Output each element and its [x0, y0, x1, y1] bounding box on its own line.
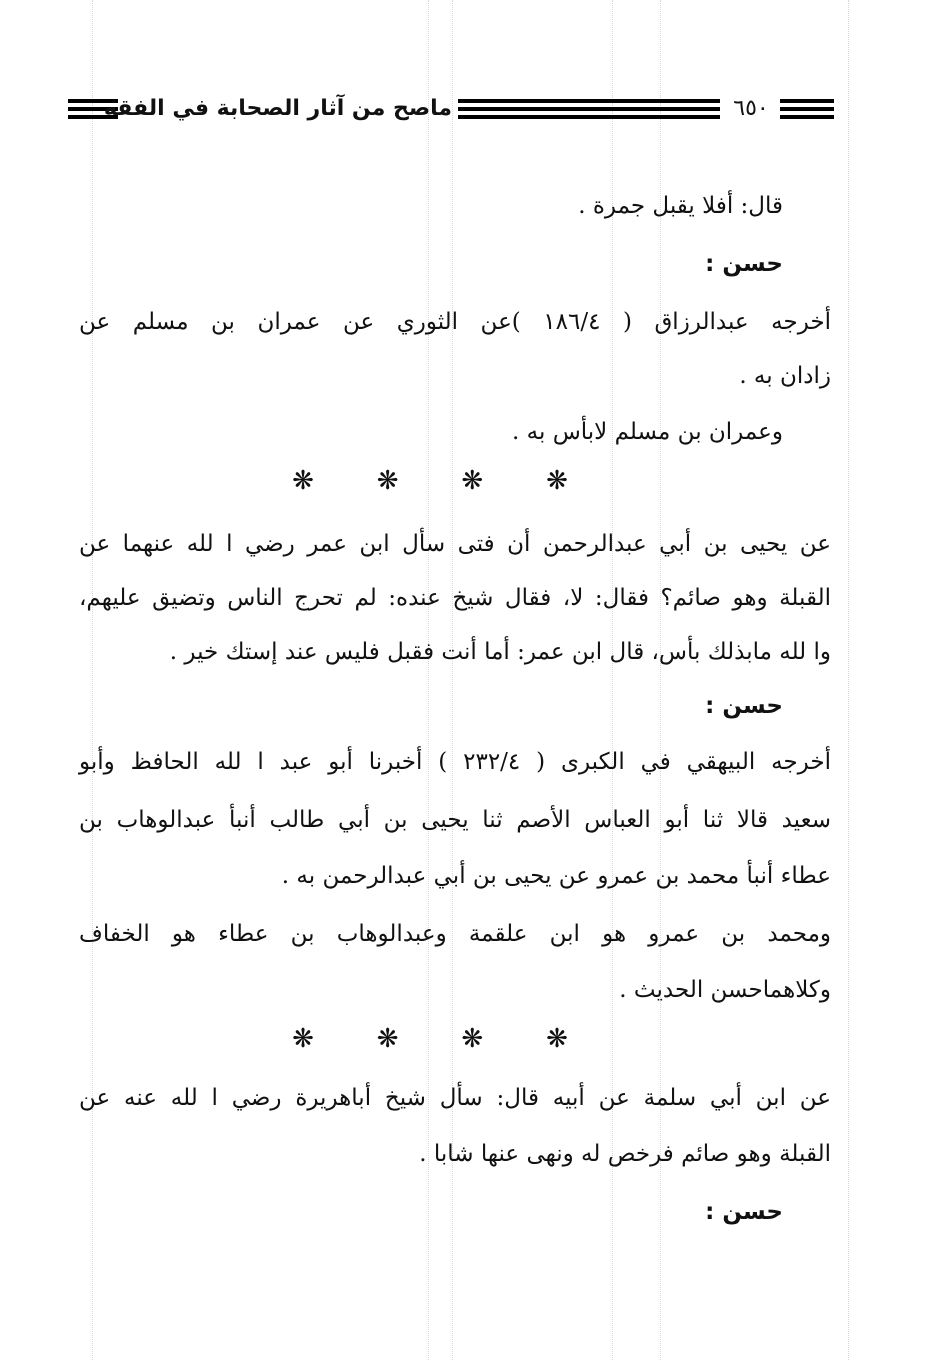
star-ornament-icon: ❋ — [461, 466, 484, 496]
text-line: زادان به . — [739, 363, 831, 389]
text-line: عن يحيى بن أبي عبدالرحمن أن فتى سأل ابن عمر رضي ا لله عنهما عن — [79, 531, 831, 557]
star-ornament-icon: ❋ — [376, 466, 399, 496]
text-line: وكلاهماحسن الحديث . — [619, 977, 831, 1003]
text-line: وعمران بن مسلم لابأس به . — [512, 419, 783, 445]
grading-heading: حسن : — [705, 693, 783, 719]
grading-heading: حسن : — [705, 1199, 783, 1225]
scan-artifact-line — [848, 0, 849, 1360]
text-line: أخرجه البيهقي في الكبرى ( ٢٣٢/٤ ) أخبرنا أبو عبد ا لله الحافظ وأبو — [79, 749, 831, 775]
text-line: القبلة وهو صائم فرخص له ونهى عنها شابا . — [419, 1141, 831, 1167]
star-ornament-icon: ❋ — [546, 1024, 568, 1054]
star-ornament-icon: ❋ — [376, 1024, 399, 1054]
star-ornament-icon: ❋ — [461, 1024, 484, 1054]
header-rule — [458, 99, 720, 119]
text-line: وا لله مابذلك بأس، قال ابن عمر: أما أنت فقبل فليس عند إستك خير . — [169, 639, 831, 665]
page-header — [68, 92, 834, 128]
star-ornament-icon: ❋ — [292, 1024, 314, 1054]
running-title: ماصح من آثار الصحابة في الفقه — [103, 96, 452, 121]
text-line: القبلة وهو صائم؟ فقال: لا، فقال شيخ عنده: لم تحرج الناس وتضيق عليهم، — [79, 585, 831, 611]
text-line: سعيد قالا ثنا أبو العباس الأصم ثنا يحيى بن أبي طالب أنبأ عبدالوهاب بن — [79, 807, 831, 833]
header-rule — [780, 99, 834, 119]
grading-heading: حسن : — [705, 251, 783, 277]
text-line: ومحمد بن عمرو هو ابن علقمة وعبدالوهاب بن عطاء هو الخفاف — [79, 921, 831, 947]
section-ornament — [290, 466, 570, 496]
star-ornament-icon: ❋ — [292, 466, 314, 496]
page-number: ٦٥٠ — [733, 96, 769, 121]
star-ornament-icon: ❋ — [546, 466, 568, 496]
text-line: عن ابن أبي سلمة عن أبيه قال: سأل شيخ أباهريرة رضي ا لله عنه عن — [79, 1085, 831, 1111]
section-ornament — [290, 1024, 570, 1054]
text-line: أخرجه عبدالرزاق ( ١٨٦/٤ )عن الثوري عن عمران بن مسلم عن — [79, 309, 831, 335]
text-line: قال: أفلا يقبل جمرة . — [578, 193, 783, 219]
text-line: عطاء أنبأ محمد بن عمرو عن يحيى بن أبي عبدالرحمن به . — [281, 863, 831, 889]
